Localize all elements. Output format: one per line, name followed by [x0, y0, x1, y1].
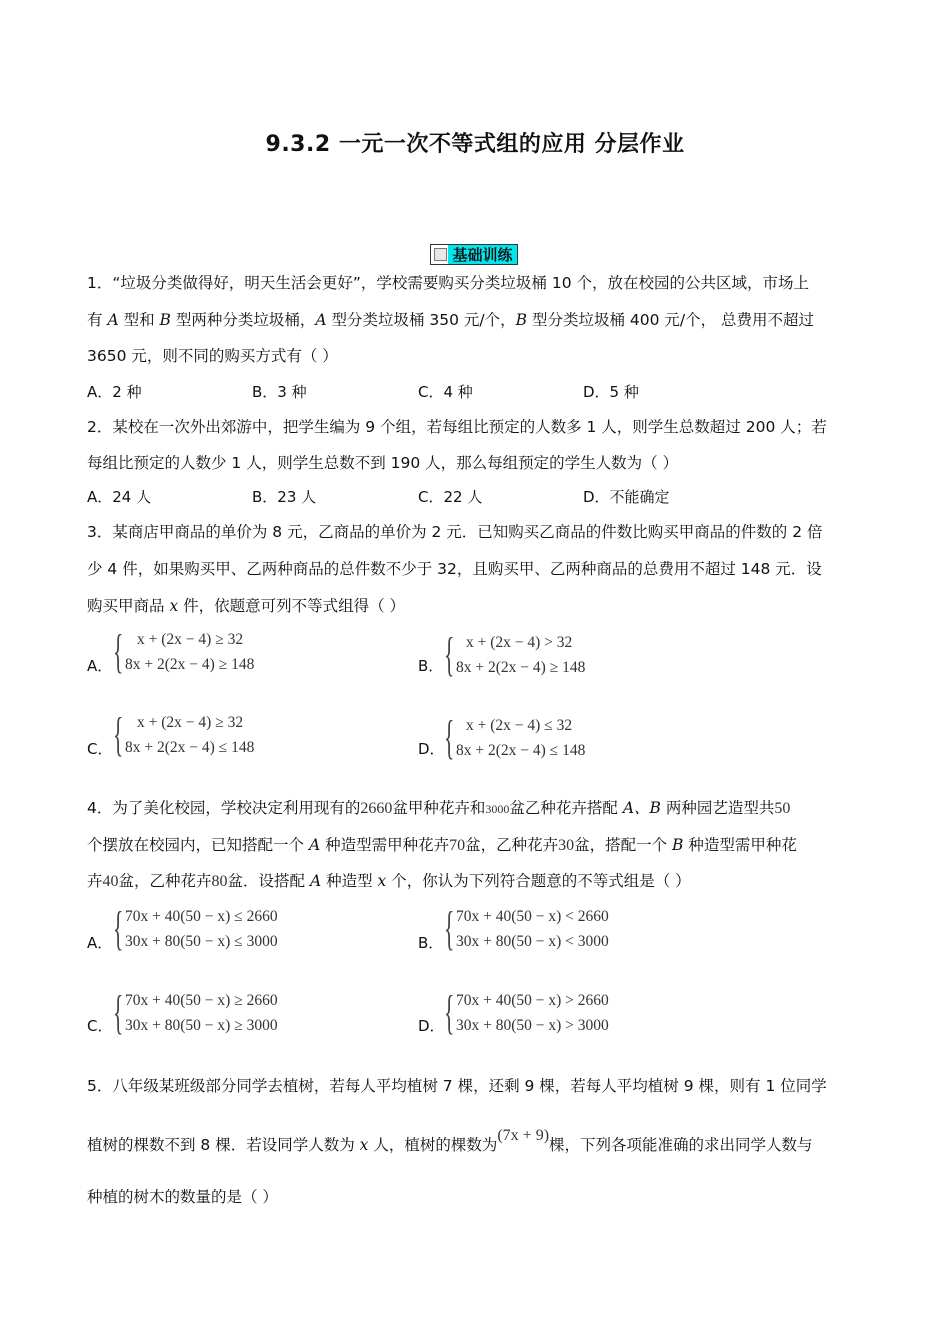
q1-option-a[interactable]: A．2 种 — [87, 383, 142, 401]
q3-line2: 少 4 件，如果购买甲、乙两种商品的总件数不少于 32，且购买甲、乙两种商品的总费用不超过 148 元．设 — [87, 560, 822, 578]
q4-option-c-label[interactable]: C． — [87, 1017, 113, 1035]
q3-line1: 3．某商店甲商品的单价为 8 元，乙商品的单价为 2 元．已知购买乙商品的件数比购买甲商品的件数的 2 倍 — [87, 523, 823, 541]
q4-option-b-label[interactable]: B． — [418, 934, 444, 952]
q1-line3: 3650 元，则不同的购买方式有（ ） — [87, 347, 338, 365]
q4-option-d-label[interactable]: D． — [418, 1017, 445, 1035]
q3-option-c-label[interactable]: C． — [87, 740, 113, 758]
q4-option-a-label[interactable]: A． — [87, 934, 113, 952]
q3-option-b-label[interactable]: B． — [418, 657, 444, 675]
q1-line1: 1．“垃圾分类做得好，明天生活会更好”，学校需要购买分类垃圾桶 10 个，放在校园的公共区域，市场上 — [87, 274, 810, 292]
q2-line1: 2．某校在一次外出郊游中，把学生编为 9 个组，若每组比预定的人数多 1 人，则学生总数超过 200 人；若 — [87, 418, 827, 436]
q2-option-b[interactable]: B．23 人 — [252, 488, 317, 506]
q5-line1: 5．八年级某班级部分同学去植树，若每人平均植树 7 棵，还剩 9 棵，若每人平均植树 9 棵，则有 1 位同学 — [87, 1077, 827, 1095]
q2-option-c[interactable]: C．22 人 — [418, 488, 483, 506]
q5-line2: 植树的棵数不到 8 棵．若设同学人数为 x 人，植树的棵数为(7x + 9)棵，下列各项能准确的求出同学人数与 — [87, 1127, 813, 1154]
q4-line2: 个摆放在校园内，已知搭配一个 A 种造型需甲种花卉70盆，乙种花卉30盆，搭配一个 B 种造型需甲种花 — [87, 836, 797, 854]
q5-line3: 种植的树木的数量的是（ ） — [87, 1188, 278, 1206]
q1-line2: 有 A 型和 B 型两种分类垃圾桶，A 型分类垃圾桶 350 元/个，B 型分类垃圾桶 400 元/个， 总费用不超过 — [87, 311, 815, 329]
section-label: 基础训练 — [448, 245, 517, 264]
q2-option-d[interactable]: D．不能确定 — [583, 488, 670, 506]
q4-line1: 4．为了美化校园，学校决定利用现有的2660盆甲种花卉和3000盆乙种花卉搭配 A、B 两种园艺造型共50 — [87, 799, 791, 817]
q3-option-a-label[interactable]: A． — [87, 657, 113, 675]
q4-line3: 卉40盆，乙种花卉80盆．设搭配 A 种造型 x 个，你认为下列符合题意的不等式组是（ ） — [87, 872, 691, 890]
section-mark-icon — [434, 248, 447, 261]
page-title: 9.3.2 一元一次不等式组的应用 分层作业 — [265, 132, 685, 157]
q1-option-c[interactable]: C．4 种 — [418, 383, 473, 401]
section-tag — [430, 244, 518, 265]
q3-option-d-label[interactable]: D． — [418, 740, 445, 758]
q2-option-a[interactable]: A．24 人 — [87, 488, 152, 506]
q2-line2: 每组比预定的人数少 1 人，则学生总数不到 190 人，那么每组预定的学生人数为（ ） — [87, 454, 679, 472]
q3-line3: 购买甲商品 x 件，依题意可列不等式组得（ ） — [87, 597, 406, 615]
q1-option-d[interactable]: D．5 种 — [583, 383, 639, 401]
q1-option-b[interactable]: B．3 种 — [252, 383, 307, 401]
